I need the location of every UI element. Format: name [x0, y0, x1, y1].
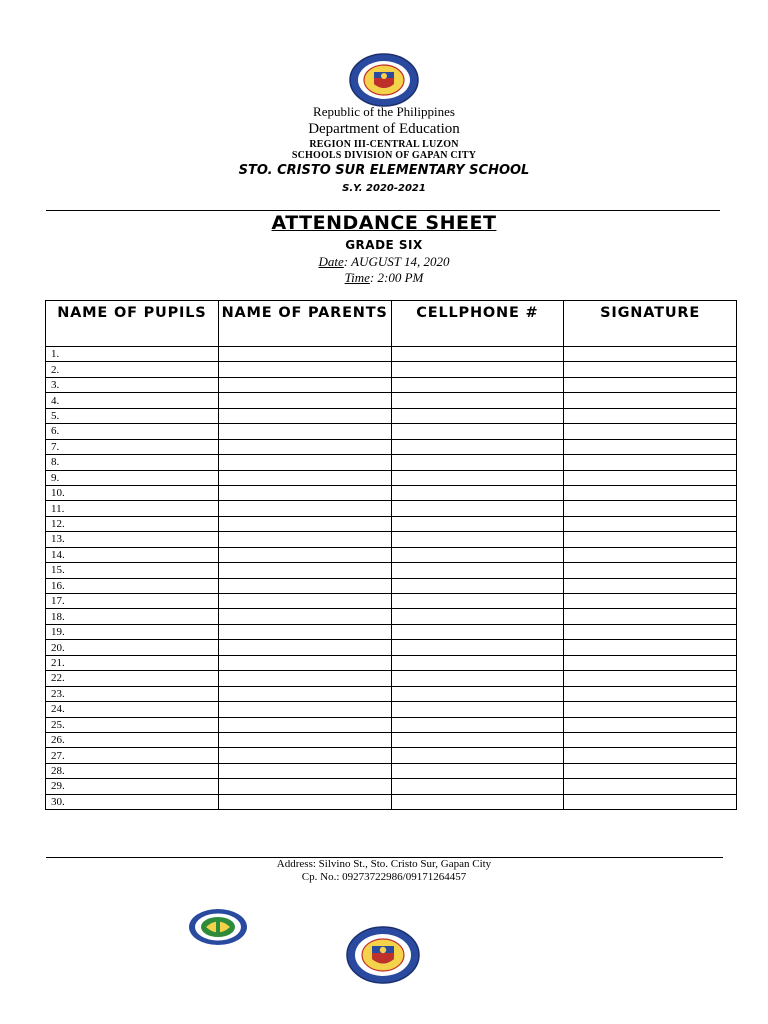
- parent-name-cell: [218, 655, 391, 670]
- signature-cell: [564, 732, 737, 747]
- table-row: [46, 748, 737, 763]
- signature-cell: [564, 763, 737, 778]
- parent-name-cell: [218, 702, 391, 717]
- signature-cell: [564, 347, 737, 362]
- row-number: 20.: [46, 640, 219, 655]
- cellphone-cell: [391, 732, 564, 747]
- table-row: [46, 594, 737, 609]
- cellphone-cell: [391, 563, 564, 578]
- signature-cell: [564, 408, 737, 423]
- cellphone-cell: [391, 686, 564, 701]
- footer-address: Address: Silvino St., Sto. Cristo Sur, Gapan City: [276, 858, 492, 870]
- cellphone-cell: [391, 748, 564, 763]
- row-number: 9.: [46, 470, 219, 485]
- parent-name-cell: [218, 640, 391, 655]
- parent-name-cell: [218, 377, 391, 392]
- row-number: 6.: [46, 424, 219, 439]
- table-row: [46, 624, 737, 639]
- table-row: [46, 501, 737, 516]
- parent-name-cell: [218, 424, 391, 439]
- cellphone-cell: [391, 532, 564, 547]
- signature-cell: [564, 655, 737, 670]
- signature-cell: [564, 640, 737, 655]
- cellphone-cell: [391, 408, 564, 423]
- row-number: 23.: [46, 686, 219, 701]
- row-number: 14.: [46, 547, 219, 562]
- row-number: 8.: [46, 455, 219, 470]
- table-row: [46, 516, 737, 531]
- signature-cell: [564, 439, 737, 454]
- row-number: 4.: [46, 393, 219, 408]
- deped-seal-bottom: [345, 925, 421, 985]
- table-row: [46, 485, 737, 500]
- row-number: 27.: [46, 748, 219, 763]
- table-row: [46, 532, 737, 547]
- table-row: [46, 455, 737, 470]
- table-header-row: [46, 301, 737, 347]
- row-number: 2.: [46, 362, 219, 377]
- row-number: 10.: [46, 485, 219, 500]
- signature-cell: [564, 748, 737, 763]
- region-text: REGION III-CENTRAL LUZON: [309, 139, 459, 150]
- table-row: [46, 717, 737, 732]
- parent-name-cell: [218, 671, 391, 686]
- parent-name-cell: [218, 408, 391, 423]
- row-number: 18.: [46, 609, 219, 624]
- date-label: Date: [318, 254, 344, 269]
- row-number: 1.: [46, 347, 219, 362]
- parent-name-cell: [218, 763, 391, 778]
- parent-name-cell: [218, 485, 391, 500]
- table-row: [46, 377, 737, 392]
- cellphone-cell: [391, 362, 564, 377]
- row-number: 11.: [46, 501, 219, 516]
- table-row: [46, 408, 737, 423]
- signature-cell: [564, 717, 737, 732]
- row-number: 16.: [46, 578, 219, 593]
- cellphone-cell: [391, 439, 564, 454]
- parent-name-cell: [218, 794, 391, 809]
- parent-name-cell: [218, 362, 391, 377]
- signature-cell: [564, 563, 737, 578]
- signature-cell: [564, 671, 737, 686]
- table-row: [46, 547, 737, 562]
- attendance-table: [45, 300, 737, 810]
- cellphone-cell: [391, 516, 564, 531]
- table-row: [46, 671, 737, 686]
- cellphone-cell: [391, 717, 564, 732]
- signature-cell: [564, 779, 737, 794]
- signature-cell: [564, 393, 737, 408]
- signature-cell: [564, 578, 737, 593]
- cellphone-cell: [391, 655, 564, 670]
- time-value: : 2:00 PM: [369, 270, 424, 285]
- cellphone-cell: [391, 393, 564, 408]
- parent-name-cell: [218, 594, 391, 609]
- header-divider: [46, 210, 720, 211]
- school-year: S.Y. 2020-2021: [342, 183, 426, 194]
- cellphone-cell: [391, 594, 564, 609]
- parent-name-cell: [218, 578, 391, 593]
- parent-name-cell: [218, 624, 391, 639]
- table-row: [46, 794, 737, 809]
- deped-seal-top: [348, 52, 420, 108]
- signature-cell: [564, 485, 737, 500]
- signature-cell: [564, 516, 737, 531]
- signature-cell: [564, 686, 737, 701]
- row-number: 26.: [46, 732, 219, 747]
- signature-cell: [564, 624, 737, 639]
- row-number: 17.: [46, 594, 219, 609]
- col-name-of-parents: NAME OF PARENTS: [218, 301, 391, 347]
- row-number: 12.: [46, 516, 219, 531]
- row-number: 24.: [46, 702, 219, 717]
- republic-text: Republic of the Philippines: [313, 104, 455, 119]
- table-row: [46, 362, 737, 377]
- table-row: [46, 779, 737, 794]
- table-row: [46, 609, 737, 624]
- table-row: [46, 763, 737, 778]
- col-name-of-pupils: NAME OF PUPILS: [46, 301, 219, 347]
- signature-cell: [564, 377, 737, 392]
- signature-cell: [564, 702, 737, 717]
- parent-name-cell: [218, 470, 391, 485]
- parent-name-cell: [218, 516, 391, 531]
- table-row: [46, 470, 737, 485]
- table-row: [46, 393, 737, 408]
- parent-name-cell: [218, 347, 391, 362]
- date-value: : AUGUST 14, 2020: [343, 254, 450, 269]
- parent-name-cell: [218, 393, 391, 408]
- parent-name-cell: [218, 563, 391, 578]
- table-row: [46, 578, 737, 593]
- division-text: SCHOOLS DIVISION OF GAPAN CITY: [291, 150, 477, 161]
- parent-name-cell: [218, 609, 391, 624]
- parent-name-cell: [218, 686, 391, 701]
- date-line: [0, 254, 768, 270]
- school-logo: [188, 908, 248, 946]
- signature-cell: [564, 594, 737, 609]
- footer-contact: Cp. No.: 09273722986/09171264457: [301, 871, 467, 883]
- table-row: [46, 640, 737, 655]
- cellphone-cell: [391, 640, 564, 655]
- cellphone-cell: [391, 470, 564, 485]
- cellphone-cell: [391, 609, 564, 624]
- signature-cell: [564, 470, 737, 485]
- table-row: [46, 702, 737, 717]
- row-number: 28.: [46, 763, 219, 778]
- col-signature: SIGNATURE: [564, 301, 737, 347]
- cellphone-cell: [391, 501, 564, 516]
- cellphone-cell: [391, 485, 564, 500]
- row-number: 15.: [46, 563, 219, 578]
- row-number: 3.: [46, 377, 219, 392]
- table-row: [46, 732, 737, 747]
- signature-cell: [564, 424, 737, 439]
- cellphone-cell: [391, 779, 564, 794]
- parent-name-cell: [218, 532, 391, 547]
- parent-name-cell: [218, 547, 391, 562]
- cellphone-cell: [391, 624, 564, 639]
- table-row: [46, 347, 737, 362]
- cellphone-cell: [391, 547, 564, 562]
- parent-name-cell: [218, 732, 391, 747]
- signature-cell: [564, 794, 737, 809]
- signature-cell: [564, 532, 737, 547]
- cellphone-cell: [391, 424, 564, 439]
- table-row: [46, 439, 737, 454]
- department-text: Department of Education: [308, 121, 460, 137]
- cellphone-cell: [391, 794, 564, 809]
- table-row: [46, 563, 737, 578]
- cellphone-cell: [391, 377, 564, 392]
- row-number: 30.: [46, 794, 219, 809]
- parent-name-cell: [218, 748, 391, 763]
- time-label: Time: [344, 270, 370, 285]
- row-number: 21.: [46, 655, 219, 670]
- col-cellphone: CELLPHONE #: [391, 301, 564, 347]
- grade-label: GRADE SIX: [345, 238, 423, 252]
- row-number: 19.: [46, 624, 219, 639]
- row-number: 13.: [46, 532, 219, 547]
- parent-name-cell: [218, 501, 391, 516]
- time-line: [0, 270, 768, 286]
- parent-name-cell: [218, 439, 391, 454]
- table-row: [46, 686, 737, 701]
- table-row: [46, 424, 737, 439]
- signature-cell: [564, 501, 737, 516]
- cellphone-cell: [391, 455, 564, 470]
- cellphone-cell: [391, 578, 564, 593]
- table-row: [46, 655, 737, 670]
- cellphone-cell: [391, 763, 564, 778]
- school-name: STO. CRISTO SUR ELEMENTARY SCHOOL: [238, 163, 530, 178]
- row-number: 7.: [46, 439, 219, 454]
- signature-cell: [564, 547, 737, 562]
- signature-cell: [564, 609, 737, 624]
- row-number: 5.: [46, 408, 219, 423]
- row-number: 29.: [46, 779, 219, 794]
- row-number: 25.: [46, 717, 219, 732]
- sheet-title: ATTENDANCE SHEET: [271, 212, 497, 234]
- parent-name-cell: [218, 455, 391, 470]
- parent-name-cell: [218, 717, 391, 732]
- cellphone-cell: [391, 671, 564, 686]
- cellphone-cell: [391, 702, 564, 717]
- signature-cell: [564, 362, 737, 377]
- row-number: 22.: [46, 671, 219, 686]
- signature-cell: [564, 455, 737, 470]
- parent-name-cell: [218, 779, 391, 794]
- cellphone-cell: [391, 347, 564, 362]
